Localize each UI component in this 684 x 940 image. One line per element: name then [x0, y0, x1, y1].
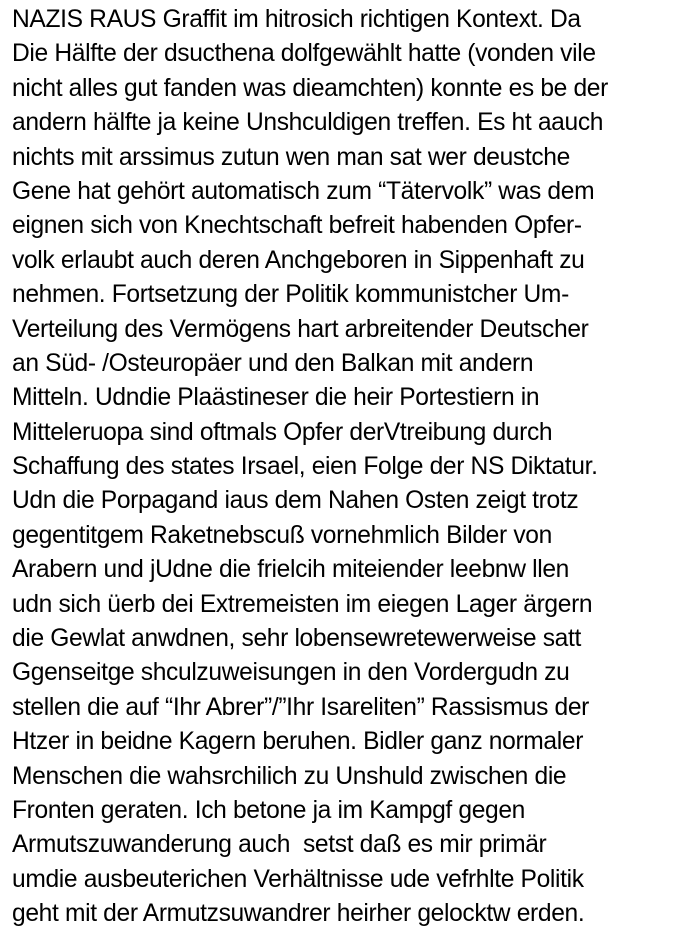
- text-line-26: umdie ausbeuterichen Verhältnisse ude vefrhlte Politik: [12, 865, 584, 893]
- text-line-22: Htzer in beidne Kagern beruhen. Bidler ganz normaler: [12, 728, 584, 756]
- text-line-15: Udn die Porpagand iaus dem Nahen Osten zeigt trotz: [12, 487, 579, 515]
- document-text-block: [12, 3, 680, 932]
- text-line-13: Mitteleruopa sind oftmals Opfer derVtreibung durch: [12, 418, 553, 446]
- text-line-27: geht mit der Armutzsuwandrer heirher gelocktw erden.: [12, 900, 585, 928]
- text-line-23: Menschen die wahsrchilich zu Unshuld zwischen die: [12, 762, 567, 790]
- text-line-7: eignen sich von Knechtschaft befreit habenden Opfer-: [12, 212, 582, 240]
- text-line-14: Schaffung des states Irsael, eien Folge der NS Diktatur.: [12, 453, 598, 481]
- text-line-11: an Süd- /Osteuropäer und den Balkan mit andern: [12, 349, 534, 377]
- text-line-12: Mitteln. Udndie Plaästineser die heir Portestiern in: [12, 384, 540, 412]
- text-line-9: nehmen. Fortsetzung der Politik kommunistcher Um-: [12, 281, 569, 309]
- text-line-20: Ggenseitge shculzuweisungen in den Vordergudn zu: [12, 659, 570, 687]
- text-line-25: Armutszuwanderung auch setst daß es mir primär: [12, 831, 547, 859]
- text-line-6: Gene hat gehört automatisch zum “Tätervolk” was dem: [12, 177, 595, 205]
- text-line-24: Fronten geraten. Ich betone ja im Kampgf gegen: [12, 796, 526, 824]
- text-line-5: nichts mit arssimus zutun wen man sat wer deustche: [12, 143, 570, 171]
- text-line-21: stellen die auf “Ihr Abrer”/”Ihr Isareliten” Rassismus der: [12, 693, 589, 721]
- text-line-19: die Gewlat anwdnen, sehr lobensewretewerweise satt: [12, 625, 581, 653]
- text-line-1: NAZIS RAUS Graffit im hitrosich richtigen Kontext. Da: [12, 6, 581, 33]
- text-line-4: andern hälfte ja keine Unshculdigen treffen. Es ht aauch: [12, 109, 604, 137]
- text-line-16: gegentitgem Raketnebscuß vornehmlich Bilder von: [12, 521, 552, 549]
- text-line-3: nicht alles gut fanden was dieamchten) konnte es be der: [12, 74, 608, 102]
- text-line-10: Verteilung des Vermögens hart arbreitender Deutscher: [12, 315, 589, 343]
- text-line-17: Arabern und jUdne die frielcih miteiender leebnw llen: [12, 556, 570, 584]
- text-line-18: udn sich üerb dei Extremeisten im eiegen Lager ärgern: [12, 590, 593, 618]
- text-line-8: volk erlaubt auch deren Anchgeboren in Sippenhaft zu: [12, 246, 585, 274]
- text-line-2: Die Hälfte der dsucthena dolfgewählt hatte (vonden vile: [12, 40, 596, 68]
